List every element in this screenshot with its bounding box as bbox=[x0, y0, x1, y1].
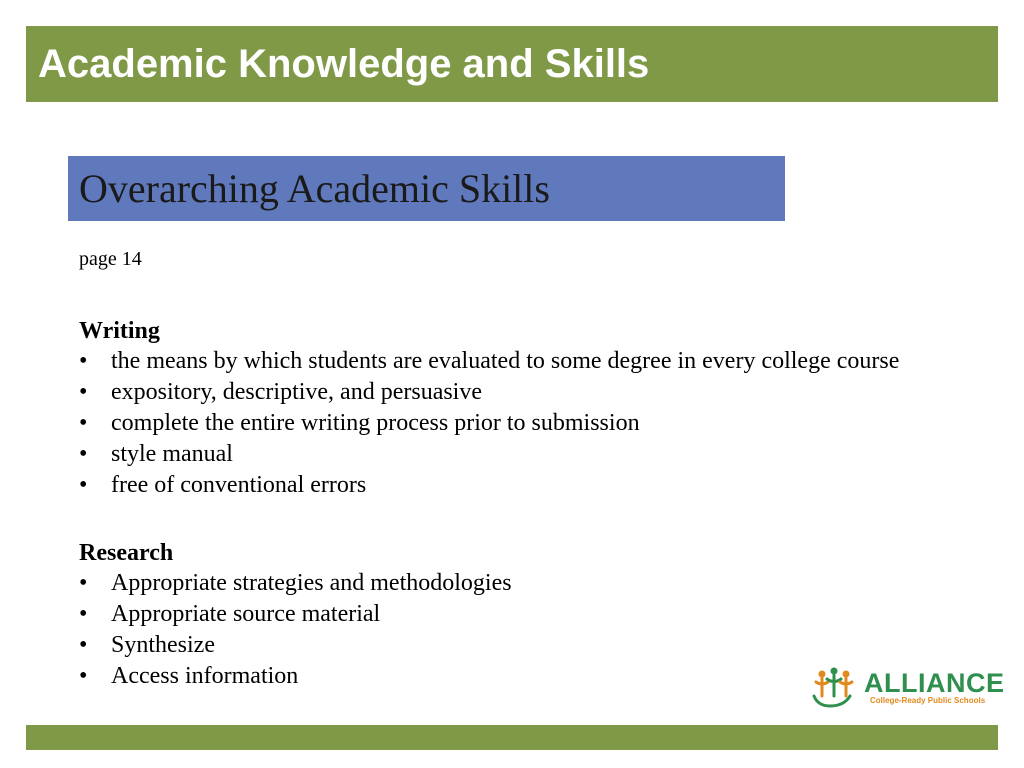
list-item-text: Appropriate strategies and methodologies bbox=[111, 570, 512, 596]
footer-bar bbox=[26, 725, 998, 750]
list-item bbox=[79, 346, 1024, 377]
header-bar bbox=[26, 26, 998, 102]
list-item bbox=[79, 568, 1024, 599]
list-item bbox=[79, 439, 1024, 470]
list-item-text: the means by which students are evaluated to some degree in every college course bbox=[111, 348, 900, 374]
list-item bbox=[79, 377, 1024, 408]
subtitle-box bbox=[68, 156, 785, 221]
list-item-text: free of conventional errors bbox=[111, 472, 367, 498]
list-item-text: Appropriate source material bbox=[111, 601, 381, 627]
bullet-icon: • bbox=[79, 570, 88, 596]
bullet-icon: • bbox=[79, 632, 88, 658]
logo-tagline: College-Ready Public Schools bbox=[870, 696, 986, 705]
section-writing bbox=[79, 316, 1024, 501]
page-reference: page 14 bbox=[79, 248, 142, 270]
section-heading-writing: Writing bbox=[79, 318, 160, 344]
slide-content bbox=[79, 247, 1024, 692]
alliance-people-logo-icon bbox=[810, 666, 866, 708]
list-item-text: expository, descriptive, and persuasive bbox=[111, 379, 483, 405]
list-item bbox=[79, 599, 1024, 630]
bullet-list-writing bbox=[79, 346, 1024, 501]
list-item bbox=[79, 470, 1024, 501]
bullet-icon: • bbox=[79, 601, 88, 627]
bullet-icon: • bbox=[79, 663, 88, 689]
bullet-icon: • bbox=[79, 472, 88, 498]
list-item-text: Synthesize bbox=[111, 632, 215, 658]
list-item-text: Access information bbox=[111, 663, 299, 689]
alliance-logo bbox=[810, 666, 1005, 708]
slide-title: Academic Knowledge and Skills bbox=[38, 42, 650, 86]
section-heading-research: Research bbox=[79, 540, 174, 566]
bullet-icon: • bbox=[79, 348, 88, 374]
logo-wordmark: ALLIANCE bbox=[864, 668, 1005, 698]
bullet-icon: • bbox=[79, 410, 88, 436]
bullet-icon: • bbox=[79, 441, 88, 467]
list-item-text: complete the entire writing process prior to submission bbox=[111, 410, 640, 436]
list-item-text: style manual bbox=[111, 441, 233, 467]
list-item bbox=[79, 408, 1024, 439]
slide-subtitle: Overarching Academic Skills bbox=[79, 166, 550, 211]
list-item bbox=[79, 630, 1024, 661]
bullet-icon: • bbox=[79, 379, 88, 405]
